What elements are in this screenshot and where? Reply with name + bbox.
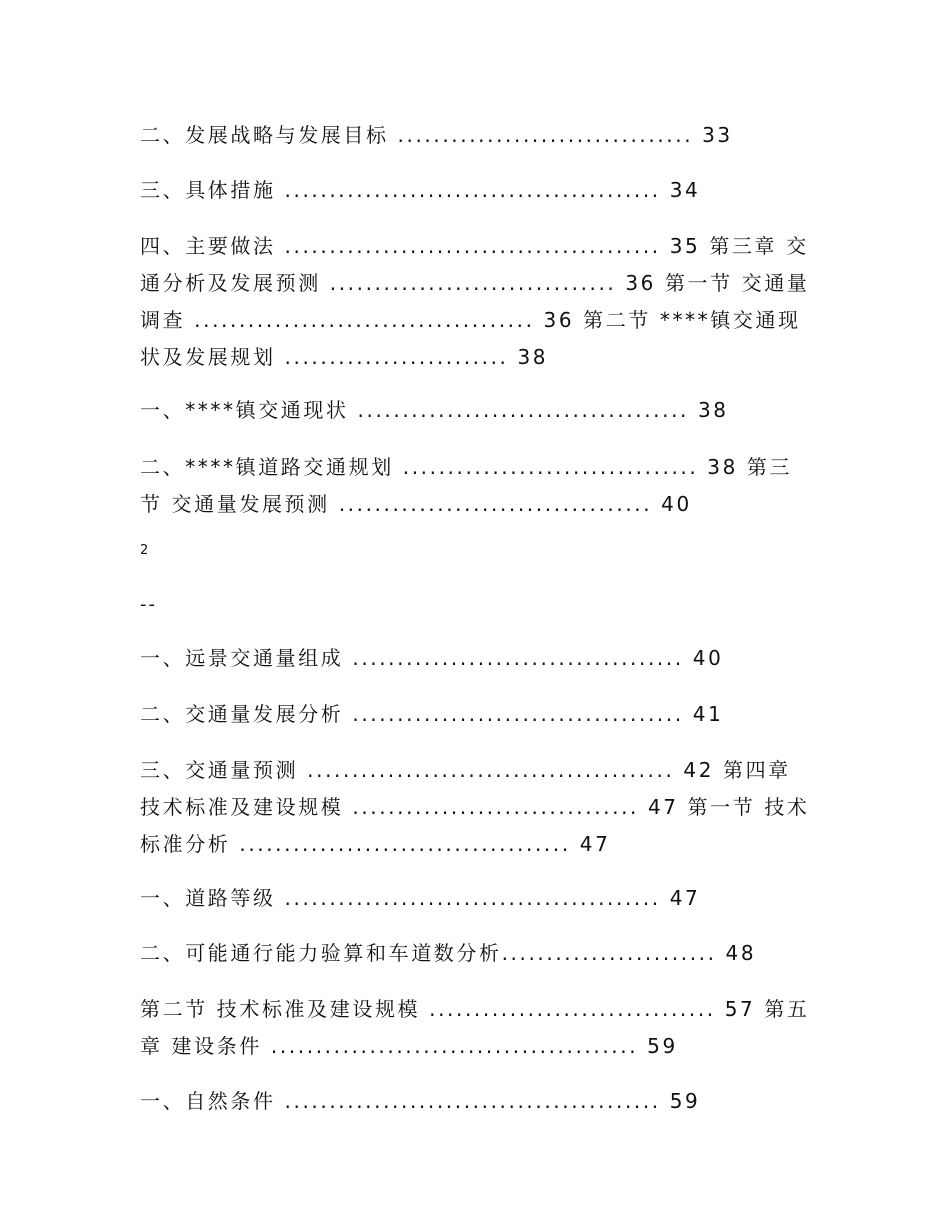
page-number: 2 [140, 543, 149, 558]
toc-entry-capacity-check: 二、可能通行能力验算和车道数分析........................ 48 [140, 941, 757, 965]
toc-entry-future-traffic-composition: 一、远景交通量组成 ..................................... 40 [140, 646, 724, 670]
toc-entry-traffic-forecast: 三、交通量预测 ......................................... 42 第四章 技术标准及建设规模 ................................ 47 第一节 技术标准分析 ..................................... 47 [140, 758, 810, 856]
toc-entry-natural-conditions: 一、自然条件 .......................................... 59 [140, 1089, 701, 1113]
toc-entry-development-strategy: 二、发展战略与发展目标 ................................. 33 [140, 123, 733, 147]
toc-entry-road-grade: 一、道路等级 .......................................... 47 [140, 886, 701, 910]
toc-entry-main-practices: 四、主要做法 .......................................... 35 第三章 交通分析及发展预测 ................................ 36 第一节 交通量调查 ...................................... 36 第二节 ****镇交通现状及发展规划 ......................... 38 [140, 234, 810, 369]
toc-entry-road-traffic-plan: 二、****镇道路交通规划 ................................. 38 第三节 交通量发展预测 ................................... 40 [140, 455, 793, 516]
page-separator: -- [140, 594, 157, 615]
toc-entry-technical-standards-scale: 第二节 技术标准及建设规模 ................................ 57 第五章 建设条件 ......................................... 59 [140, 997, 810, 1058]
toc-entry-traffic-status: 一、****镇交通现状 ..................................... 38 [140, 398, 729, 422]
toc-entry-traffic-development-analysis: 二、交通量发展分析 ..................................... 41 [140, 702, 724, 726]
toc-entry-specific-measures: 三、具体措施 .......................................... 34 [140, 178, 701, 202]
